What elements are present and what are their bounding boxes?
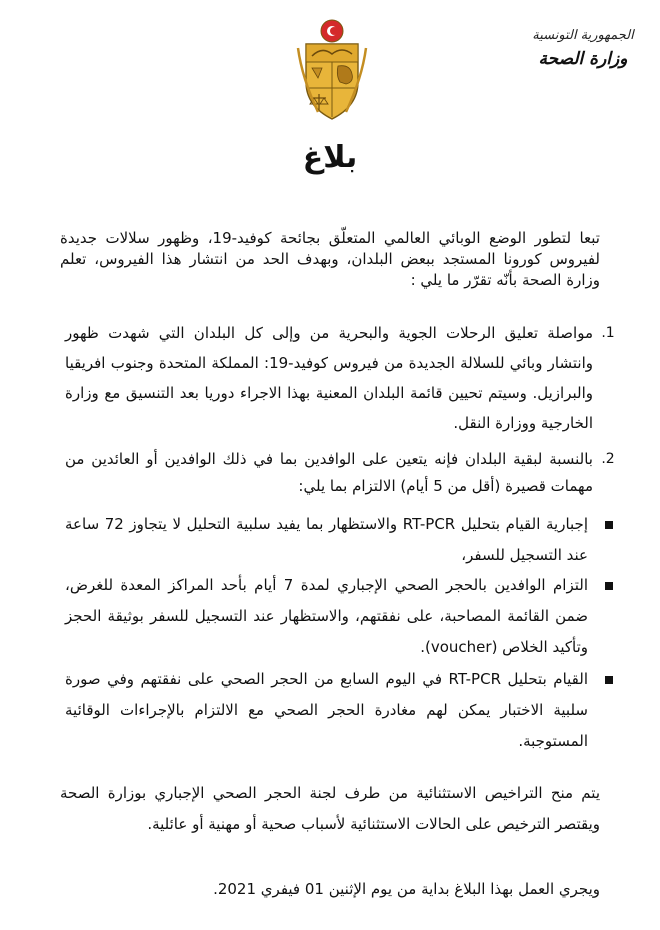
bullet-item — [65, 509, 620, 571]
item-number: 2. — [601, 451, 615, 467]
bullet-item — [65, 570, 620, 663]
list-item — [65, 446, 620, 500]
bullet-item — [65, 664, 620, 757]
ministry-header — [528, 28, 638, 69]
republic-name: الجمهورية التونسية — [532, 28, 634, 43]
bullet-text: إجبارية القيام بتحليل RT-PCR والاستظهار بما يفيد سلبية التحليل لا يتجاوز 72 ساعة عند التسجيل للسفر، — [65, 515, 588, 564]
ministry-name: وزارة الصحة — [538, 49, 628, 69]
item-number: 1. — [601, 325, 615, 341]
list-item — [65, 318, 620, 438]
square-bullet-icon — [605, 676, 613, 684]
item-text: بالنسبة لبقية البلدان فإنه يتعين على الوافدين بما في ذلك الوافدين أو العائدين من مهمات قصيرة (أقل من 5 أيام) الالتزام بما يلي: — [65, 450, 593, 495]
square-bullet-icon — [605, 582, 613, 590]
square-bullet-icon — [605, 521, 613, 529]
item-text: مواصلة تعليق الرحلات الجوية والبحرية من وإلى كل البلدان التي شهدت ظهور وانتشار وبائي للسلالة الجديدة من فيروس كوفيد-19: المملكة المتحدة وجنوب افريقيا والبرازيل. وسيتم تحيين قائمة البلدان المعنية بهذا الاجراء دوريا بعد التنسيق مع وزارة الخارجية ووزارة النقل. — [65, 324, 593, 432]
page-title: بلاغ — [302, 140, 358, 175]
bullet-text: التزام الوافدين بالحجر الصحي الإجباري لمدة 7 أيام بأحد المراكز المعدة للغرض، ضمن القائمة المصاحبة، على نفقتهم، والاستظهار عند التسجيل للسفر بوثيقة الحجز وتأكيد الخلاص (voucher). — [65, 576, 588, 656]
closing-paragraph: يتم منح التراخيص الاستثنائية من طرف لجنة الحجر الصحي الإجباري بوزارة الصحة ويقتصر الترخيص على الحالات الاستثنائية لأسباب صحية أو مهنية أو عائلية. — [60, 784, 600, 833]
tunisia-coat-of-arms-icon — [292, 18, 372, 122]
effective-date-note: ويجري العمل بهذا البلاغ بداية من يوم الإثنين 01 فيفري 2021. — [213, 880, 600, 898]
intro-paragraph: تبعا لتطور الوضع الوبائي العالمي المتعلّق بجائحة كوفيد-19، وظهور سلالات جديدة لفيروس كورونا المستجد ببعض البلدان، وبهدف الحد من انتشار هذا الفيروس، تعلم وزارة الصحة بأنّه تقرّر ما يلي : — [60, 229, 600, 289]
bullet-text: القيام بتحليل RT-PCR في اليوم السابع من الحجر الصحي على نفقتهم وفي صورة سلبية الاختبار يمكن لهم مغادرة الحجر الصحي مع الالتزام بالإجراءات الوقائية المستوجبة. — [65, 670, 588, 750]
